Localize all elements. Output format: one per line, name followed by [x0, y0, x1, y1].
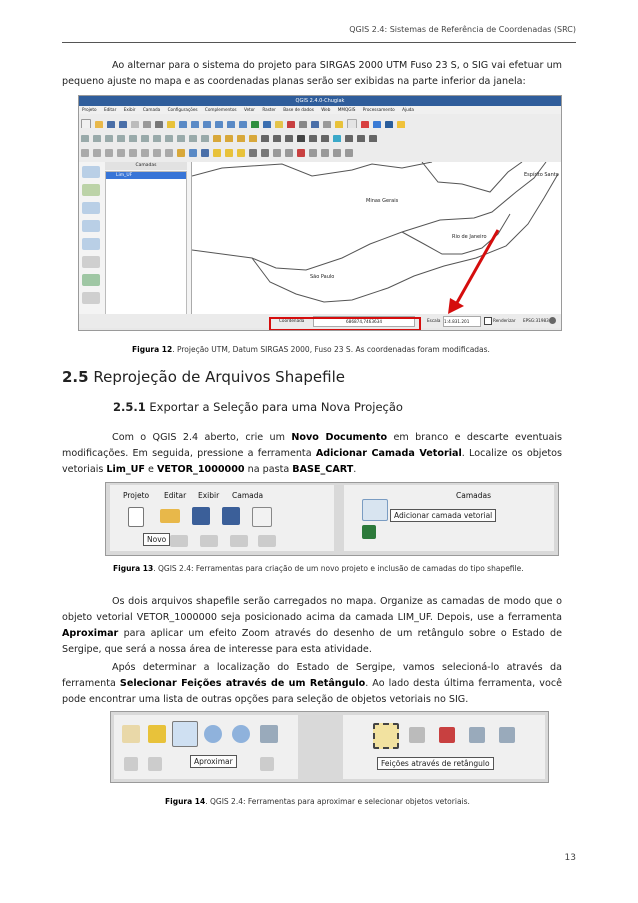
ring-icon[interactable] — [141, 149, 149, 157]
window-title-bar — [79, 96, 561, 106]
new-project-icon[interactable] — [128, 507, 144, 527]
figure13-right-panel — [344, 485, 554, 551]
rotate-icon[interactable] — [117, 149, 125, 157]
kw-selecionar-feicoes: Selecionar Feições através de um Retângulo — [119, 678, 366, 689]
shape-icon[interactable] — [333, 149, 341, 157]
info-icon[interactable] — [189, 149, 197, 157]
toolbar-row-2 — [79, 128, 561, 142]
select-rect-icon[interactable] — [213, 149, 221, 157]
menu-exibir[interactable]: Exibir — [123, 107, 136, 112]
zoom-out-icon[interactable] — [204, 725, 222, 743]
sum-icon[interactable] — [273, 149, 281, 157]
scale-label: Escala — [427, 318, 441, 323]
menu-camada[interactable]: Camada — [142, 107, 161, 112]
toolbar-row-3 — [79, 142, 561, 162]
section-heading — [62, 368, 345, 386]
add-mssql-icon[interactable] — [82, 238, 100, 250]
border-line-2 — [422, 162, 522, 192]
page-number: 13 — [564, 853, 576, 863]
ruler-icon[interactable] — [285, 149, 293, 157]
zoom-full-icon[interactable] — [260, 725, 278, 743]
menu-complementos[interactable]: Complementos — [204, 107, 237, 112]
map-label-rio-de-janeiro: Rio de Janeiro — [452, 234, 487, 240]
camadas-panel-title: Camadas — [456, 491, 491, 500]
menu-processamento[interactable]: Processamento — [362, 107, 395, 112]
search-icon[interactable] — [201, 149, 209, 157]
open-folder-icon[interactable] — [160, 509, 180, 523]
figure13-caption-text: . QGIS 2.4: Ferramentas para criação de um novo projeto e inclusão de camadas do tipo shapefile. — [153, 564, 524, 573]
figure14-right-panel — [343, 715, 545, 779]
menu-base-de-dados[interactable]: Base de dados — [283, 107, 314, 112]
menu-exibir[interactable]: Exibir — [198, 491, 220, 500]
highlight-box — [269, 317, 421, 331]
add-postgis-icon[interactable] — [82, 202, 100, 214]
select-poly-icon[interactable] — [225, 149, 233, 157]
figure12-label: Figura 12 — [132, 345, 173, 354]
figure14-left-panel — [114, 715, 298, 779]
tooltip-adicionar-camada-vetorial: Adicionar camada vetorial — [390, 509, 496, 522]
zoom-in-icon[interactable] — [172, 721, 198, 747]
figure14-screenshot — [110, 711, 549, 783]
map-svg — [192, 162, 560, 314]
menu-mmqgis[interactable]: MMQGIS — [337, 107, 356, 112]
pan-map-icon — [124, 757, 138, 771]
coastline — [252, 174, 558, 302]
menu-raster[interactable]: Raster — [262, 107, 276, 112]
add-raster-layer-icon[interactable] — [362, 525, 376, 539]
menu-editar[interactable]: Editar — [103, 107, 117, 112]
menu-bar — [79, 106, 561, 114]
menu-projeto[interactable]: Projeto — [123, 491, 150, 500]
field-calculator-icon[interactable] — [499, 727, 515, 743]
border-line-3 — [192, 162, 546, 270]
add-wfs-icon[interactable] — [82, 292, 100, 304]
zoom-select-icon — [148, 757, 162, 771]
zoom-layer-icon — [260, 757, 274, 771]
merge-icon[interactable] — [105, 149, 113, 157]
subsection-title: Exportar a Seleção para uma Nova Projeção — [149, 400, 403, 414]
running-title: QGIS 2.4: Sistemas de Referência de Coordenadas (SRC) — [349, 25, 576, 34]
part-icon[interactable] — [153, 149, 161, 157]
toolbar-row-1 — [79, 114, 561, 128]
subsection-heading — [113, 400, 403, 414]
subsection-number: 2.5.1 — [113, 400, 146, 414]
digitize-icon[interactable] — [81, 149, 89, 157]
coordinate-label: Coordenada — [279, 318, 305, 323]
add-wms-icon[interactable] — [82, 274, 100, 286]
expression-select-icon[interactable] — [439, 727, 455, 743]
layers-list — [105, 171, 187, 324]
arrow-line — [454, 230, 498, 308]
qgis-window-screenshot — [78, 95, 562, 331]
save-icon[interactable] — [192, 507, 210, 525]
kw-vetor-1000000: VETOR_1000000 — [156, 464, 245, 475]
save-as-icon[interactable] — [222, 507, 240, 525]
pan-hand-icon[interactable] — [122, 725, 140, 743]
add-spatialite-icon[interactable] — [82, 220, 100, 232]
table-icon[interactable] — [261, 149, 269, 157]
menu-camada[interactable]: Camada — [232, 491, 264, 500]
kw-base-cart: BASE_CART — [292, 464, 354, 475]
menu-vetor[interactable]: Vetor — [243, 107, 255, 112]
menu-configuracoes[interactable]: Configurações — [167, 107, 198, 112]
figure13-screenshot — [105, 482, 559, 556]
map-label-espirito-santo: Espírito Santo — [524, 172, 559, 178]
tooltip-aproximar: Aproximar — [190, 755, 237, 768]
render-label: Renderizar — [493, 318, 516, 323]
menu-ajuda[interactable]: Ajuda — [402, 107, 414, 112]
shape-icon — [230, 535, 248, 547]
new-composer-icon[interactable] — [252, 507, 272, 527]
kw-novo-documento: Novo Documento — [291, 432, 388, 443]
border-line-1 — [192, 162, 432, 176]
map-label-sao-paulo: São Paulo — [310, 274, 335, 280]
select-radius-icon[interactable] — [237, 149, 245, 157]
hand-icon[interactable] — [177, 149, 185, 157]
coordinate-field[interactable]: 686874,7463634 — [313, 316, 415, 327]
menu-editar[interactable]: Editar — [164, 491, 187, 500]
add-oracle-icon[interactable] — [82, 256, 100, 268]
figure14-caption — [165, 797, 585, 806]
tip-icon[interactable] — [297, 149, 305, 157]
figure12-caption-text: . Projeção UTM, Datum SIRGAS 2000, Fuso 23 S. As coordenadas foram modificadas. — [172, 345, 490, 354]
paragraph-2: Os dois arquivos shapefile serão carregados no mapa. Organize as camadas de modo que o objeto vetorial VETOR_1000000 seja posicionado acima da camada LIM_UF. Depois, use a ferramenta Aproximar para aplicar um efeito Zoom através do desenho de um retângulo sobre o Estado de Sergipe, que será a nossa área de interesse para esta atividade. — [62, 596, 562, 655]
section-number: 2.5 — [62, 368, 89, 386]
split-icon[interactable] — [93, 149, 101, 157]
kw-adicionar-camada-vetorial: Adicionar Camada Vetorial — [315, 448, 462, 459]
figure14-label: Figura 14 — [165, 797, 206, 806]
paragraph-1: Com o QGIS 2.4 aberto, crie um Novo Documento em branco e descarte eventuais modificações. Em seguida, pressione a ferramenta Adicionar Camada Vetorial. Localize os objetos vetoriais Lim_UF e VETOR_1000000 na pasta BASE_CART. — [62, 432, 562, 475]
kw-aproximar: Aproximar — [62, 628, 119, 639]
pan-icon — [200, 535, 218, 547]
pan-selection-icon[interactable] — [148, 725, 166, 743]
layers-panel-title: Camadas — [105, 162, 187, 170]
map-canvas[interactable] — [192, 162, 561, 314]
render-checkbox[interactable] — [484, 317, 492, 325]
add-raster-icon[interactable] — [82, 184, 100, 196]
tooltip-feicoes-retangulo: Feições através de retângulo — [377, 757, 494, 770]
intro-paragraph — [62, 58, 562, 90]
layers-panel — [79, 162, 192, 328]
menu-web[interactable]: Web — [321, 107, 331, 112]
scale-field[interactable]: 1:4.831.201 — [443, 316, 481, 327]
text-icon[interactable] — [345, 149, 353, 157]
running-header — [62, 22, 576, 43]
figure14-caption-text: . QGIS 2.4: Ferramentas para aproximar e selecionar objetos vetoriais. — [205, 797, 470, 806]
pencil-icon[interactable] — [309, 149, 317, 157]
deselect-icon[interactable] — [409, 727, 425, 743]
arrow-head — [448, 298, 464, 314]
add-vector-icon[interactable] — [82, 166, 100, 178]
menu-projeto[interactable]: Projeto — [82, 107, 97, 112]
add-vector-layer-icon[interactable] — [362, 499, 388, 521]
window-title: QGIS 2.4.0-Chugiak — [295, 98, 345, 104]
figure13-left-panel — [110, 485, 334, 551]
draw-icon[interactable] — [321, 149, 329, 157]
figure13-caption — [113, 564, 583, 573]
intro-text: Ao alternar para o sistema do projeto para SIRGAS 2000 UTM Fuso 23 S, o SIG vai efetuar um pequeno ajuste no mapa e as coordenadas planas serão ser exibidas na parte inferior da janela: — [62, 60, 562, 87]
section-title: Reprojeção de Arquivos Shapefile — [93, 368, 345, 386]
figure13-label: Figura 13 — [113, 564, 154, 573]
attribute-table-icon[interactable] — [469, 727, 485, 743]
map-label-minas-gerais: Minas Gerais — [366, 198, 399, 204]
messages-icon[interactable] — [549, 317, 556, 324]
simplify-icon[interactable] — [129, 149, 137, 157]
epsg-button[interactable]: EPSG:31983 — [523, 318, 549, 323]
figure12-caption — [132, 345, 582, 354]
layer-lim-uf[interactable]: Lim_UF — [106, 172, 186, 179]
paragraph-3: Após determinar a localização do Estado de Sergipe, vamos selecioná-lo através da ferramenta Selecionar Feições através de um Retângulo. Ao lado desta última ferramenta, você pode encontrar uma lista de outras opções para seleção de objetos vetoriais no SIG. — [62, 662, 562, 705]
offset-icon[interactable] — [165, 149, 173, 157]
shape2-icon — [258, 535, 276, 547]
tooltip-novo: Novo — [143, 533, 170, 546]
expression-icon[interactable] — [249, 149, 257, 157]
zoom-native-icon[interactable] — [232, 725, 250, 743]
kw-lim-uf: Lim_UF — [106, 464, 145, 475]
select-features-rect-icon[interactable] — [373, 723, 399, 749]
undo-icon — [170, 535, 188, 547]
